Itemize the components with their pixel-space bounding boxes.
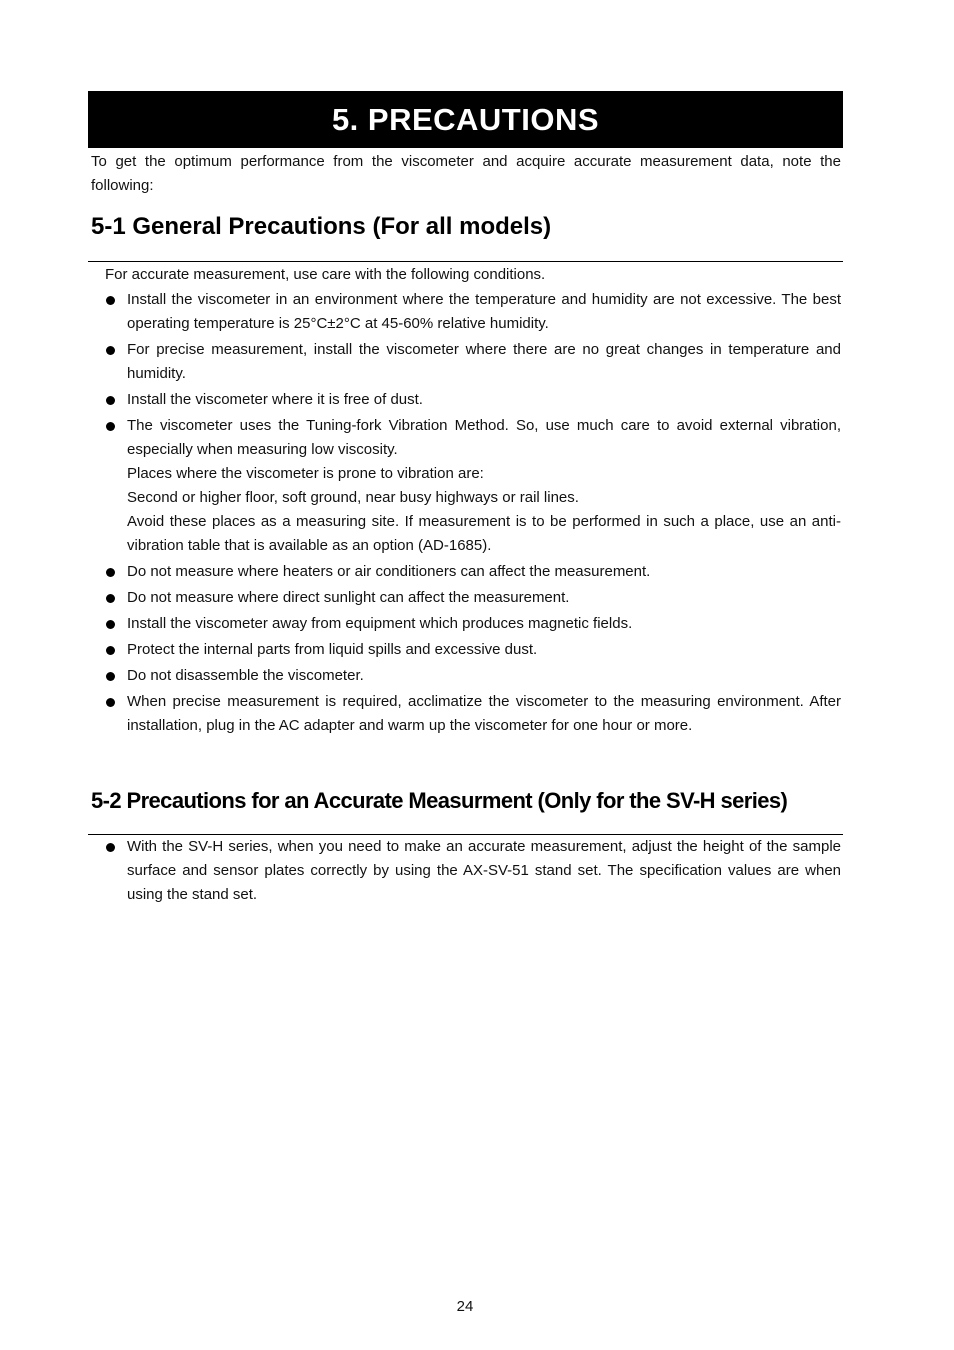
chapter-title: 5. PRECAUTIONS [88,91,843,148]
bullet-icon [106,568,115,577]
list-item-text: Do not measure where heaters or air conditioners can affect the measurement. [127,563,651,580]
list-item [104,586,841,610]
list-item-text: Do not measure where direct sunlight can affect the measurement. [127,589,570,606]
section-divider [88,261,843,262]
section-lead-text: For accurate measurement, use care with the following conditions. [105,266,546,283]
bullet-icon [106,346,115,355]
list-item [104,560,841,584]
list-item-text: Places where the viscometer is prone to vibration are: [127,465,484,482]
list-item-text: Do not disassemble the viscometer. [127,667,364,684]
list-item-text: Avoid these places as a measuring site. If measurement is to be performed in such a place, use an anti-vibration table that is available as an option (AD-1685). [127,513,841,554]
list-item [104,338,841,386]
bullet-icon [106,672,115,681]
bullet-icon [106,422,115,431]
bullet-icon [106,594,115,603]
list-item-text: With the SV-H series, when you need to make an accurate measurement, adjust the height of the sample surface and sensor plates correctly by using the AX-SV-51 stand set. The specification values are when using the stand set. [127,838,841,903]
page-number: 24 [456,1298,474,1315]
bullet-icon [106,296,115,305]
list-item-text: For precise measurement, install the viscometer where there are no great changes in temperature and humidity. [127,341,841,382]
list-item [104,835,841,907]
list-item [104,664,841,688]
list-item-text: Protect the internal parts from liquid spills and excessive dust. [127,641,538,658]
list-item-text: Install the viscometer where it is free of dust. [127,391,423,408]
bullet-icon [106,843,115,852]
bullet-icon [106,698,115,707]
section-heading-sv-h: 5-2 Precautions for an Accurate Measurment (Only for the SV-H series) [91,788,788,813]
bullet-icon [106,646,115,655]
list-item-text: Second or higher floor, soft ground, near busy highways or rail lines. [127,489,579,506]
list-item [104,612,841,636]
list-item [104,638,841,662]
list-item-text: The viscometer uses the Tuning-fork Vibration Method. So, use much care to avoid external vibration, especially when measuring low viscosity. [127,417,841,458]
section-heading-general: 5-1 General Precautions (For all models) [91,213,552,240]
bullet-icon [106,396,115,405]
list-item-text: Install the viscometer in an environment where the temperature and humidity are not excessive. The best operating temperature is 25°C±2°C at 45-60% relative humidity. [127,291,841,332]
intro-paragraph: To get the optimum performance from the viscometer and acquire accurate measurement data, note the following: [91,153,841,194]
bullet-icon [106,620,115,629]
list-item [104,690,841,738]
general-precautions-list [104,288,841,740]
list-item-text: Install the viscometer away from equipment which produces magnetic fields. [127,615,633,632]
list-item [104,388,841,412]
list-item [104,288,841,336]
list-item-text: When precise measurement is required, acclimatize the viscometer to the measuring environment. After installation, plug in the AC adapter and warm up the viscometer for one hour or more. [127,693,841,734]
sv-h-precautions-list [104,835,841,909]
list-item [104,414,841,558]
